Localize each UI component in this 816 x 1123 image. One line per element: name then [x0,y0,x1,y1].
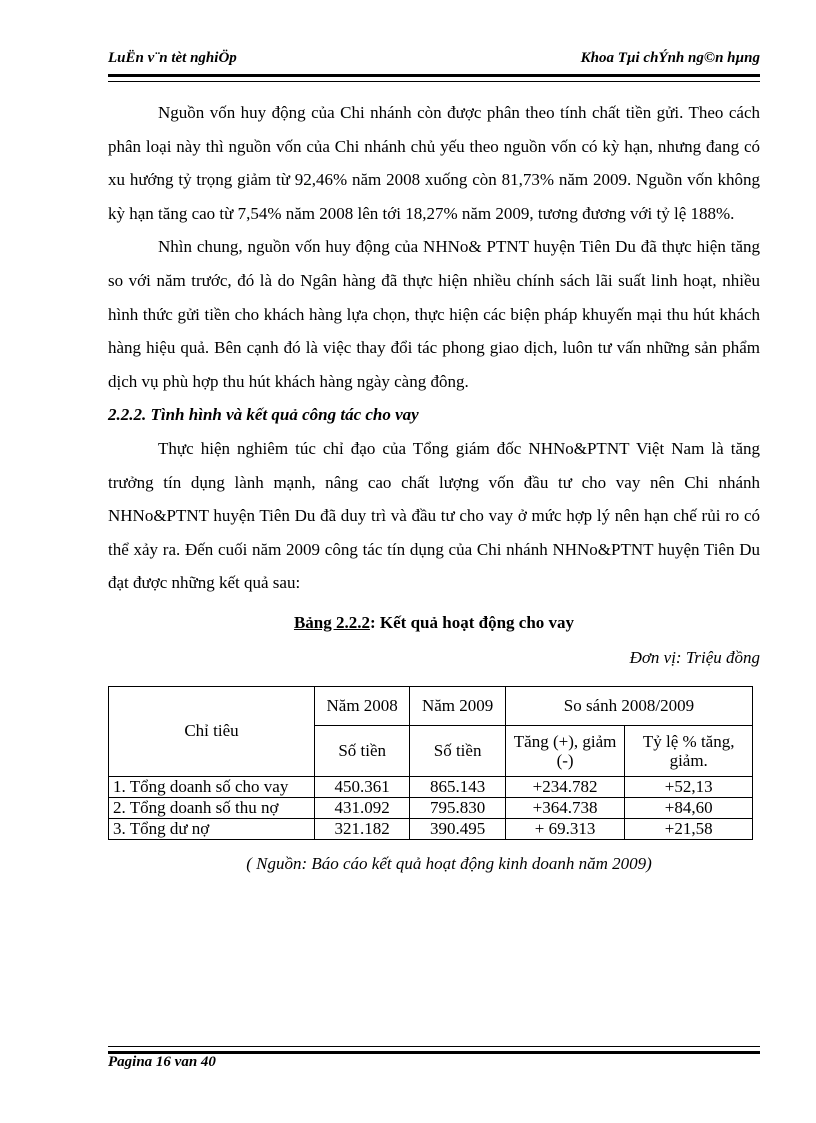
col-2008: Năm 2008 [314,686,409,725]
header-right: Khoa Tµi chÝnh ng©n hµng [580,50,760,66]
sub-amount-2009: Số tiền [410,725,505,776]
paragraph-3: Thực hiện nghiêm túc chỉ đạo của Tổng giám đốc NHNo&PTNT Việt Nam là tăng trưởng tín dụng lành mạnh, nâng cao chất lượng vốn đầu tư cho vay nên Chi nhánh NHNo&PTNT huyện Tiên Du đã duy trì và đầu tư cho vay ở mức hợp lý nên hạn chế rủi ro có thể xảy ra. Đến cuối năm 2009 công tác tín dụng của Chi nhánh NHNo&PTNT huyện Tiên Du đạt được những kết quả sau: [108,438,760,593]
table-source: ( Nguồn: Báo cáo kết quả hoạt động kinh doanh năm 2009) [246,853,652,873]
row-name: 3. Tổng dư nợ [109,818,315,839]
page-footer: Pagina 16 van 40 [108,1054,216,1070]
row-2008: 321.182 [314,818,409,839]
footer-rule [108,1046,760,1054]
table-title [108,606,760,640]
sub-ratio: Tỷ lệ % tăng, giảm. [625,725,753,776]
table-header-row [109,686,753,725]
row-name: 1. Tổng doanh số cho vay [109,776,315,797]
row-change: +364.738 [505,797,625,818]
row-2009: 865.143 [410,776,505,797]
section-heading: 2.2.2. Tình hình và kết quả công tác cho vay [108,405,419,425]
paragraph-1: Nguồn vốn huy động của Chi nhánh còn được phân theo tính chất tiền gửi. Theo cách phân loại này thì nguồn vốn của Chi nhánh chủ yếu theo nguồn vốn có kỳ hạn, nhưng đang có xu hướng tỷ trọng giảm từ 92,46% năm 2008 xuống còn 81,73% năm 2009. Nguồn vốn không kỳ hạn tăng cao từ 7,54% năm 2008 lên tới 18,27% năm 2009, tương đương với tỷ lệ 188%. [108,103,760,223]
row-ratio: +21,58 [625,818,753,839]
row-change: +234.782 [505,776,625,797]
col-2009: Năm 2009 [410,686,505,725]
sub-change: Tăng (+), giảm (-) [505,725,625,776]
page-header [108,50,760,67]
row-ratio: +52,13 [625,776,753,797]
page-content [108,96,760,874]
row-change: + 69.313 [505,818,625,839]
table-row [109,797,753,818]
header-left: LuËn v¨n tèt nghiÖp [108,50,237,66]
table-row [109,818,753,839]
sub-amount-2008: Số tiền [314,725,409,776]
loan-results-table [108,686,753,840]
row-name: 2. Tổng doanh số thu nợ [109,797,315,818]
row-2008: 431.092 [314,797,409,818]
paragraph-2: Nhìn chung, nguồn vốn huy động của NHNo& PTNT huyện Tiên Du đã thực hiện tăng so với năm trước, đó là do Ngân hàng đã thực hiện nhiều chính sách lãi suất linh hoạt, nhiều hình thức gửi tiền cho khách hàng lựa chọn, thực hiện các biện pháp khuyến mại thu hút khách hàng hiệu quả. Bên cạnh đó là việc thay đổi tác phong giao dịch, luôn tư vấn những sản phẩm dịch vụ phù hợp thu hút khách hàng ngày càng đông. [108,237,760,391]
row-ratio: +84,60 [625,797,753,818]
row-2008: 450.361 [314,776,409,797]
header-rule [108,74,760,82]
col-compare: So sánh 2008/2009 [505,686,752,725]
table-title-label: Bảng 2.2.2 [293,612,370,632]
row-2009: 795.830 [410,797,505,818]
col-indicator: Chỉ tiêu [109,686,315,776]
table-unit: Đơn vị: Triệu đồng [629,647,760,667]
table-title-text: : Kết quả hoạt động cho vay [370,612,575,632]
row-2009: 390.495 [410,818,505,839]
table-row [109,776,753,797]
